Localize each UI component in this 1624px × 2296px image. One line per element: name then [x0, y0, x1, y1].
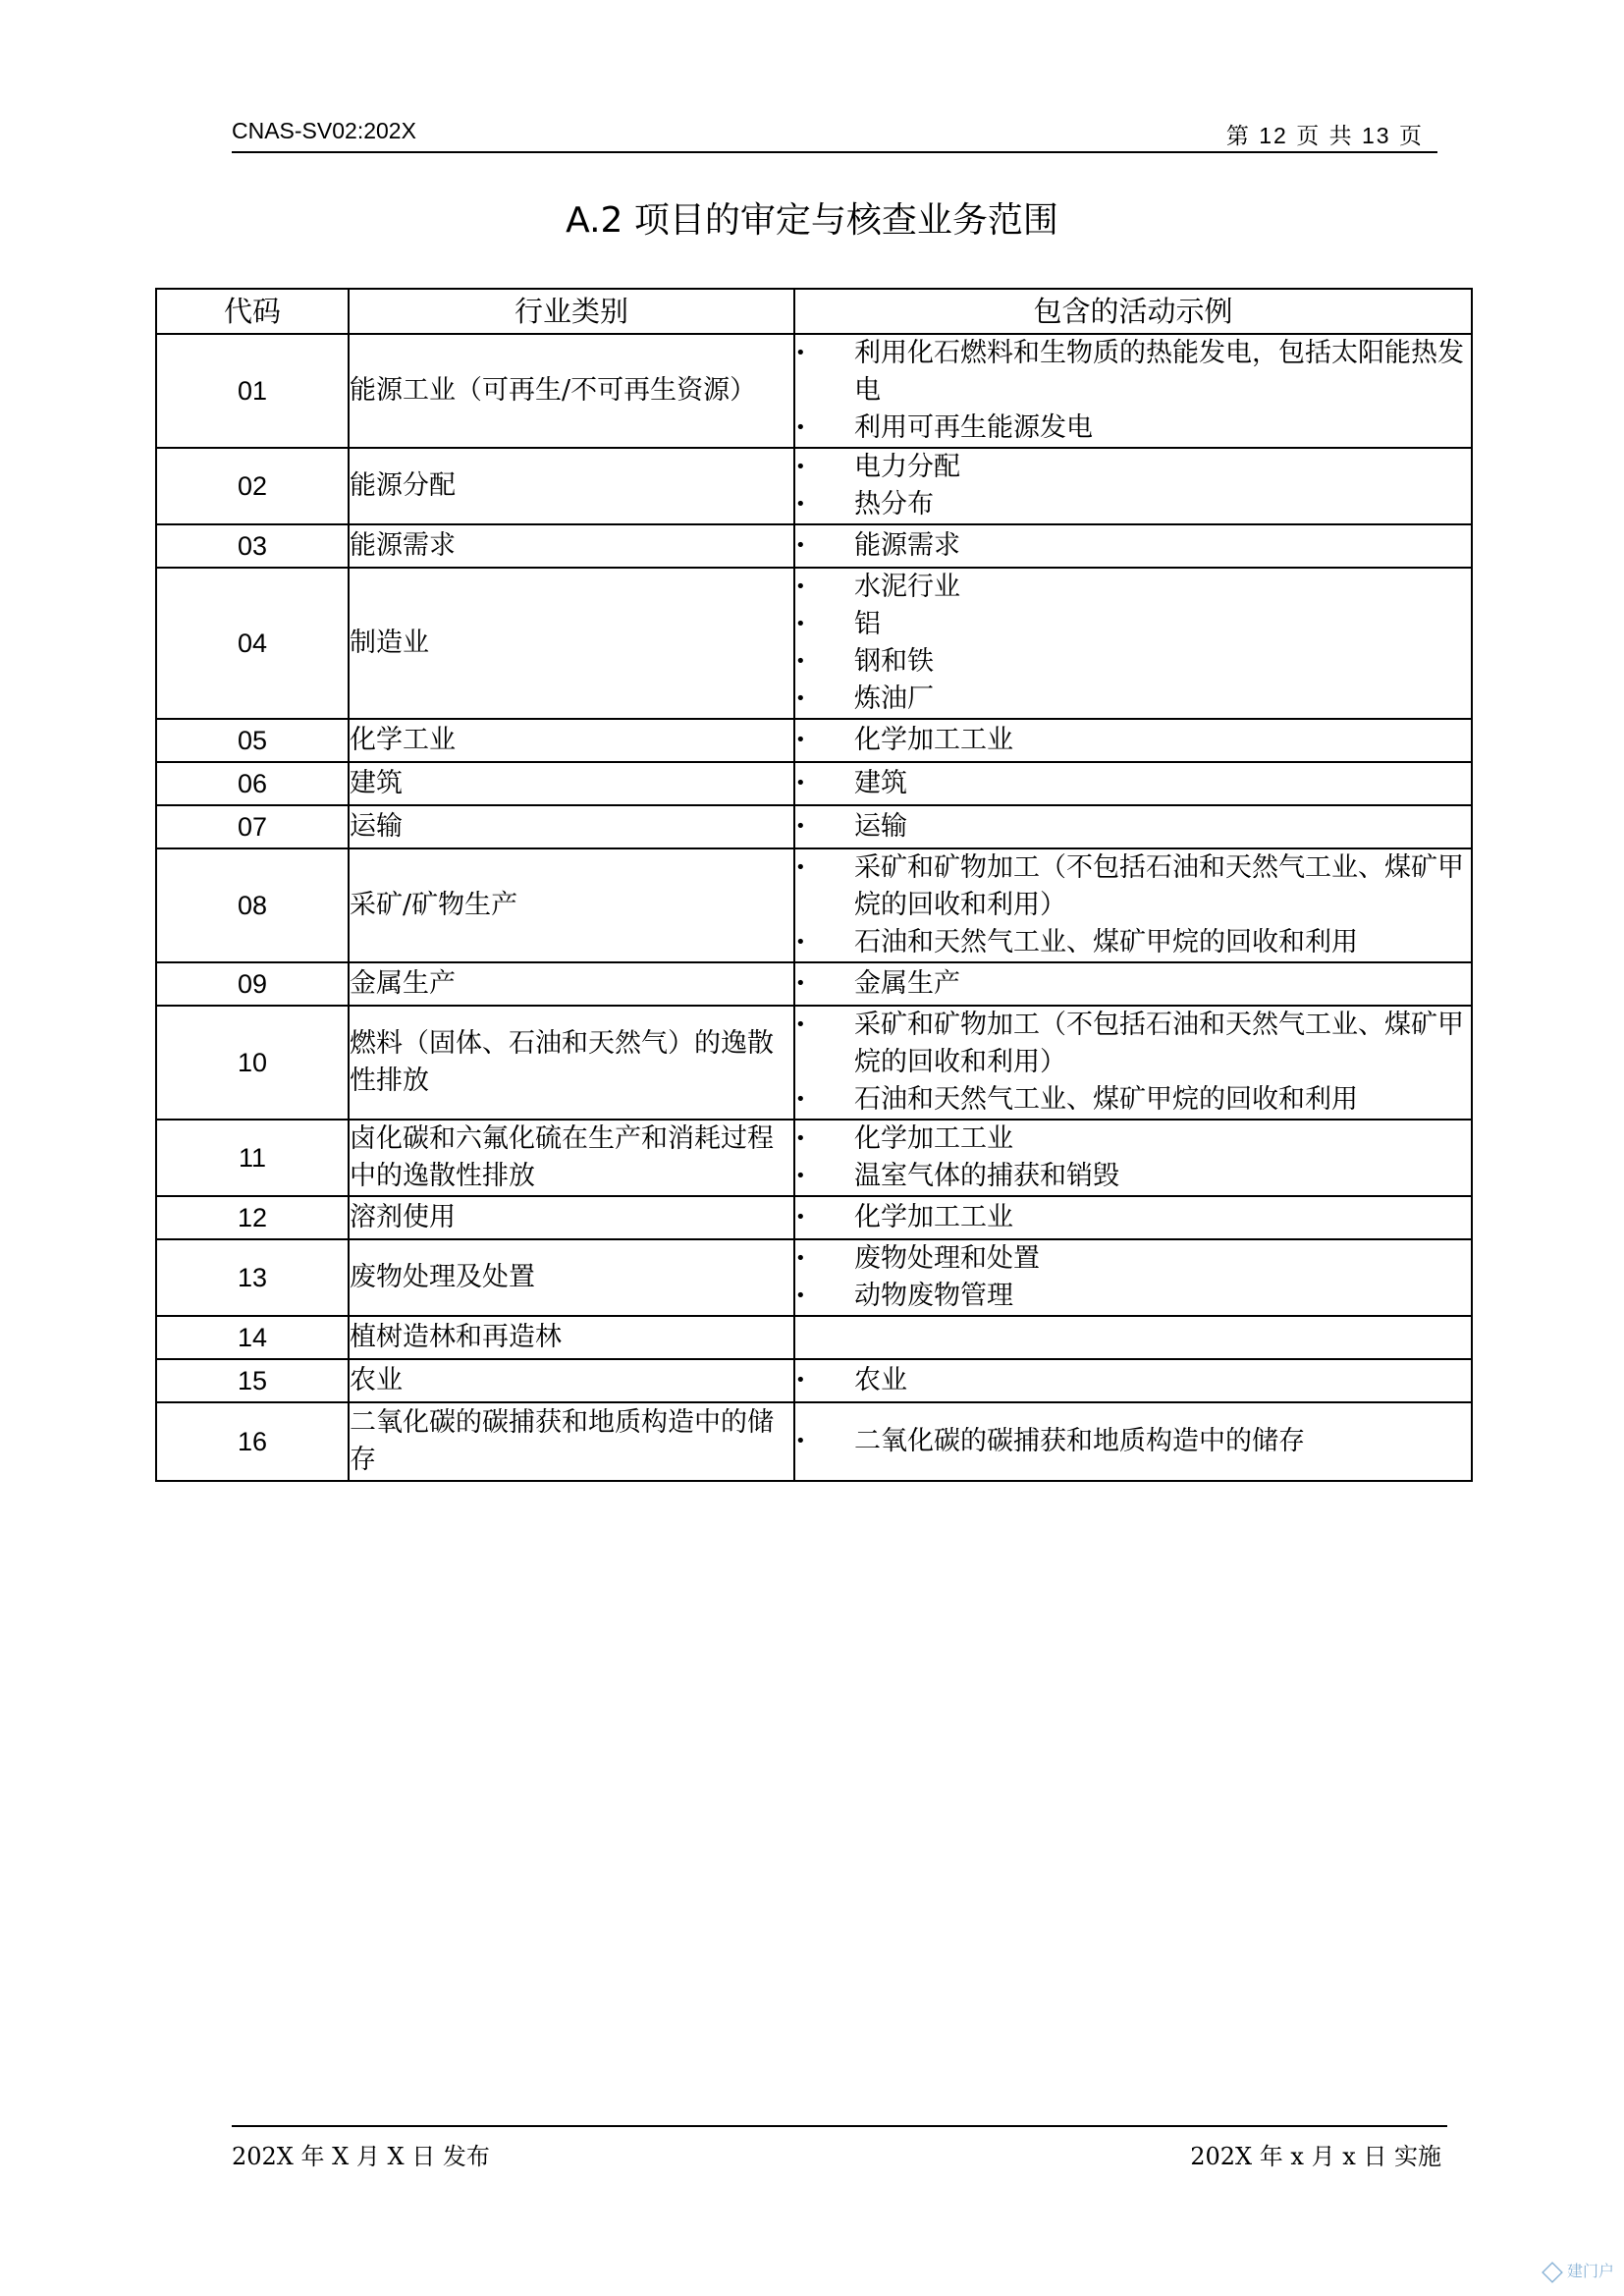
activity-item: • 二氧化碳的碳捕获和地质构造中的储存 — [795, 1423, 1471, 1460]
activity-item: • 运输 — [795, 808, 1471, 846]
activity-list — [795, 1423, 1471, 1460]
row-category: 制造业 — [349, 568, 794, 719]
activity-list — [795, 722, 1471, 759]
activity-item: • 利用可再生能源发电 — [795, 410, 1471, 447]
table-row — [156, 524, 1472, 568]
activity-item: • 废物处理和处置 — [795, 1240, 1471, 1278]
column-header-category: 行业类别 — [349, 289, 794, 334]
activity-item: • 铝 — [795, 606, 1471, 643]
row-activities — [794, 848, 1472, 962]
row-code: 14 — [156, 1316, 349, 1359]
table-row — [156, 568, 1472, 719]
activity-item: • 化学加工工业 — [795, 1199, 1471, 1236]
row-category: 能源分配 — [349, 448, 794, 524]
row-activities — [794, 1120, 1472, 1196]
row-category: 能源需求 — [349, 524, 794, 568]
activity-item: • 化学加工工业 — [795, 1121, 1471, 1158]
table-row — [156, 762, 1472, 805]
activity-list — [795, 449, 1471, 523]
row-code: 09 — [156, 962, 349, 1006]
row-activities — [794, 719, 1472, 762]
activity-list — [795, 1199, 1471, 1236]
activity-item: • 石油和天然气工业、煤矿甲烷的回收和利用 — [795, 924, 1471, 961]
watermark-logo — [1542, 2259, 1614, 2283]
table-body — [156, 334, 1472, 1481]
document-code: CNAS-SV02:202X — [232, 118, 416, 143]
activity-item: • 利用化石燃料和生物质的热能发电，包括太阳能热发电 — [795, 335, 1471, 410]
activity-list — [795, 1121, 1471, 1195]
table-row — [156, 1239, 1472, 1316]
row-code: 15 — [156, 1359, 349, 1402]
row-activities — [794, 1239, 1472, 1316]
table-row — [156, 962, 1472, 1006]
row-category: 化学工业 — [349, 719, 794, 762]
activity-item: • 农业 — [795, 1362, 1471, 1399]
row-code: 13 — [156, 1239, 349, 1316]
row-code: 11 — [156, 1120, 349, 1196]
activity-list — [795, 849, 1471, 961]
row-category: 金属生产 — [349, 962, 794, 1006]
row-category: 采矿/矿物生产 — [349, 848, 794, 962]
row-code: 12 — [156, 1196, 349, 1239]
row-category: 植树造林和再造林 — [349, 1316, 794, 1359]
table-row — [156, 1402, 1472, 1481]
row-activities — [794, 1006, 1472, 1120]
row-category: 卤化碳和六氟化硫在生产和消耗过程中的逸散性排放 — [349, 1120, 794, 1196]
activity-item: • 动物废物管理 — [795, 1278, 1471, 1315]
activity-list — [795, 569, 1471, 718]
row-code: 10 — [156, 1006, 349, 1120]
row-activities — [794, 1196, 1472, 1239]
activity-item: • 钢和铁 — [795, 643, 1471, 681]
scope-table — [155, 288, 1473, 1482]
activity-item: • 水泥行业 — [795, 569, 1471, 606]
row-activities — [794, 1402, 1472, 1481]
table-row — [156, 805, 1472, 848]
diamond-icon — [1542, 2262, 1563, 2283]
row-activities — [794, 334, 1472, 448]
column-header-activities: 包含的活动示例 — [794, 289, 1472, 334]
activity-item: • 能源需求 — [795, 527, 1471, 565]
row-category: 能源工业（可再生/不可再生资源） — [349, 334, 794, 448]
row-code: 16 — [156, 1402, 349, 1481]
activity-list — [795, 1007, 1471, 1119]
table-row — [156, 1196, 1472, 1239]
row-category: 建筑 — [349, 762, 794, 805]
table-row — [156, 1359, 1472, 1402]
column-header-code: 代码 — [156, 289, 349, 334]
row-category: 燃料（固体、石油和天然气）的逸散性排放 — [349, 1006, 794, 1120]
row-category: 废物处理及处置 — [349, 1239, 794, 1316]
activity-item: • 炼油厂 — [795, 681, 1471, 718]
row-activities — [794, 1359, 1472, 1402]
activity-list — [795, 335, 1471, 447]
row-activities — [794, 448, 1472, 524]
table-row — [156, 1006, 1472, 1120]
row-code: 03 — [156, 524, 349, 568]
table-row — [156, 848, 1472, 962]
activity-item: • 金属生产 — [795, 965, 1471, 1003]
row-category: 二氧化碳的碳捕获和地质构造中的储存 — [349, 1402, 794, 1481]
row-code: 02 — [156, 448, 349, 524]
row-code: 08 — [156, 848, 349, 962]
page-number: 第 12 页 共 13 页 — [1225, 123, 1424, 148]
activity-item: • 石油和天然气工业、煤矿甲烷的回收和利用 — [795, 1081, 1471, 1119]
row-activities — [794, 762, 1472, 805]
table-row — [156, 1120, 1472, 1196]
activity-item: • 温室气体的捕获和销毁 — [795, 1158, 1471, 1195]
activity-item: • 电力分配 — [795, 449, 1471, 486]
table-header-row — [156, 289, 1472, 334]
section-title: A.2 项目的审定与核查业务范围 — [566, 200, 1058, 241]
activity-item: • 热分布 — [795, 486, 1471, 523]
row-activities — [794, 805, 1472, 848]
table-row — [156, 448, 1472, 524]
page-header — [232, 116, 1437, 153]
row-code: 01 — [156, 334, 349, 448]
row-code: 05 — [156, 719, 349, 762]
activity-list — [795, 965, 1471, 1003]
implement-date: 202X 年 x 月 x 日 实施 — [1190, 2143, 1441, 2170]
activity-list — [795, 808, 1471, 846]
row-category: 溶剂使用 — [349, 1196, 794, 1239]
row-code: 07 — [156, 805, 349, 848]
activity-list — [795, 527, 1471, 565]
row-code: 04 — [156, 568, 349, 719]
row-activities — [794, 1316, 1472, 1359]
row-category: 运输 — [349, 805, 794, 848]
activity-list — [795, 765, 1471, 802]
publish-date: 202X 年 X 月 X 日 发布 — [232, 2143, 490, 2170]
row-activities — [794, 524, 1472, 568]
row-category: 农业 — [349, 1359, 794, 1402]
activity-item: • 采矿和矿物加工（不包括石油和天然气工业、煤矿甲烷的回收和利用） — [795, 849, 1471, 924]
table-row — [156, 719, 1472, 762]
activity-list — [795, 1362, 1471, 1399]
row-activities — [794, 962, 1472, 1006]
page-footer — [232, 2125, 1447, 2170]
row-activities — [794, 568, 1472, 719]
table-row — [156, 334, 1472, 448]
watermark-text: 建门户 — [1567, 2262, 1615, 2280]
activity-item: • 化学加工工业 — [795, 722, 1471, 759]
activity-item: • 采矿和矿物加工（不包括石油和天然气工业、煤矿甲烷的回收和利用） — [795, 1007, 1471, 1081]
table-row — [156, 1316, 1472, 1359]
activity-list — [795, 1240, 1471, 1315]
activity-item: • 建筑 — [795, 765, 1471, 802]
row-code: 06 — [156, 762, 349, 805]
